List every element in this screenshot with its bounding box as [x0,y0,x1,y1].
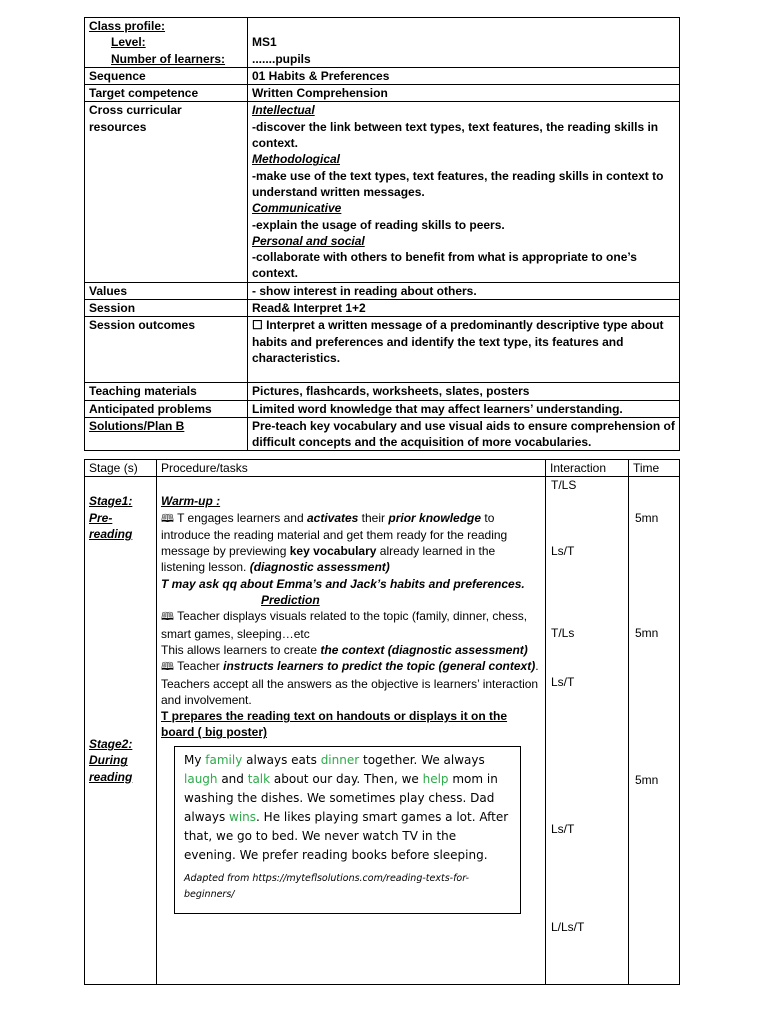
stage1-line2: Pre- [89,510,113,525]
problems-value: Limited word knowledge that may affect learners’ understanding. [248,400,680,417]
personal-social-heading: Personal and social [252,233,365,248]
cross-label-line1: Cross curricular [89,103,182,118]
materials-value: Pictures, flashcards, worksheets, slates, posters [248,383,680,400]
materials-label: Teaching materials [85,383,248,400]
intellectual-text: -discover the link between text types, text features, the reading skills in context. [252,119,659,151]
stage2-line1: Stage2: [89,737,133,752]
stage2-line3: reading [89,769,133,784]
learners-label: Number of learners: [111,51,226,66]
procedure-table [84,459,680,985]
interaction-6: L/Ls/T [551,920,585,935]
level-label: Level: [111,35,146,50]
time-header: Time [629,460,680,477]
time-column [629,477,680,985]
book-icon: 🕮 [161,661,174,674]
book-icon: 🕮 [161,512,174,525]
time-2: 5mn [635,626,659,641]
time-1: 5mn [635,511,659,526]
interaction-3: T/Ls [551,626,575,641]
cross-label-line2: resources [89,119,147,134]
class-profile-label-cell [85,18,248,68]
warmup-title: Warm-up : [161,494,221,509]
session-value: Read& Interpret 1+2 [248,300,680,317]
solutions-value: Pre-teach key vocabulary and use visual aids to ensure comprehension of difficult concepts and the acquisition of more vocabularies. [248,417,680,451]
stage1-line1: Stage1: [89,494,133,509]
stage-column [85,477,157,985]
sequence-label: Sequence [85,67,248,84]
accept-answers-paragraph: Teachers accept all the answers as the objective is learners’ interaction and involvement. [161,676,539,707]
context-paragraph: This allows learners to create the context (diagnostic assessment) [161,642,528,657]
methodological-text: -make use of the text types, text features, the reading skills in context to understand written messages. [252,168,664,199]
cross-curricular-label [85,102,248,282]
personal-social-text: -collaborate with others to benefit from what is appropriate to one’s context. [252,250,637,281]
class-profile-table [84,17,680,451]
solutions-label: Solutions/Plan B [85,417,248,451]
learners-value: .......pupils [252,51,311,66]
competence-label: Target competence [85,85,248,102]
communicative-heading: Communicative [252,201,342,216]
stage1-line3: reading [89,526,133,541]
outcomes-value: ☐ Interpret a written message of a predominantly descriptive type about habits and preferences and identify the text type, its features and characteristics. [248,317,680,383]
prepares-text-paragraph: T prepares the reading text on handouts or displays it on the board ( big poster) [161,709,508,740]
procedure-column [157,477,546,985]
values-label: Values [85,282,248,299]
level-value: MS1 [252,35,277,50]
time-3: 5mn [635,773,659,788]
session-label: Session [85,300,248,317]
class-profile-value-cell [248,18,680,68]
book-icon: 🕮 [161,611,174,624]
interaction-2: Ls/T [551,544,575,559]
sequence-value: 01 Habits & Preferences [248,67,680,84]
prediction-title: Prediction [261,593,320,608]
interaction-1: T/LS [551,478,577,493]
communicative-text: -explain the usage of reading skills to peers. [252,217,505,232]
intellectual-heading: Intellectual [252,103,315,118]
warmup-paragraph: 🕮 T engages learners and activates their prior knowledge to introduce the reading material and get them ready for the reading message by previewing key vocabulary already learned in the listening lesson. (diagnostic assessment) [161,510,508,575]
interaction-column [546,477,629,985]
predict-paragraph: 🕮 Teacher instructs learners to predict the topic (general context). [161,659,539,674]
stage2-line2: During [89,753,128,768]
visuals-paragraph: 🕮 Teacher displays visuals related to the topic (family, dinner, chess, smart games, sleeping…etc [161,609,528,641]
interaction-5: Ls/T [551,822,575,837]
teacher-questions: T may ask qq about Emma’s and Jack’s habits and preferences. [161,576,525,591]
reading-text-box [174,746,521,914]
competence-value: Written Comprehension [248,85,680,102]
stage-header: Stage (s) [85,460,157,477]
procedure-header: Procedure/tasks [157,460,546,477]
class-profile-label: Class profile: [89,19,166,33]
values-value: - show interest in reading about others. [248,282,680,299]
problems-label: Anticipated problems [85,400,248,417]
reading-source: Adapted from https://myteflsolutions.com/reading-texts-for-beginners/ [184,872,470,900]
interaction-header: Interaction [546,460,629,477]
reading-text: My family always eats dinner together. We always laugh and talk about our day. Then, we help mom in washing the dishes. We sometimes play chess. Dad always wins. He likes playing smart games a lot. After that, we go to bed. We never watch TV in the evening. We prefer reading books before sleeping. [184,752,509,862]
cross-curricular-value [248,102,680,282]
outcomes-label: Session outcomes [85,317,248,383]
methodological-heading: Methodological [252,152,340,167]
interaction-4: Ls/T [551,675,575,690]
